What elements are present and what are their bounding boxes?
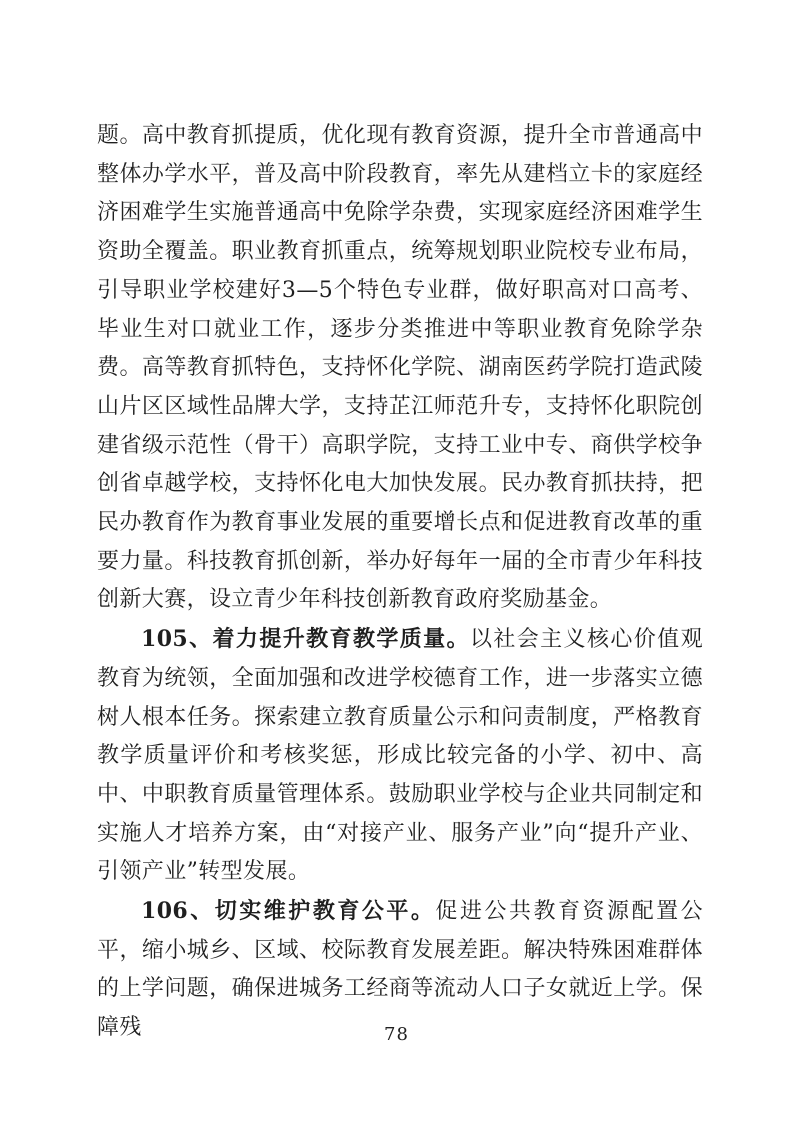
paragraph-text: 以社会主义核心价值观教育为统领，全面加强和改进学校德育工作，进一步落实立德树人根本任务。探索建立教育质量公示和问责制度，严格教育教学质量评价和考核奖惩，形成比较完备的小学、初中、高中、中职教育质量管理体系。鼓励职业学校与企业共同制定和实施人才培养方案，由“对接产业、服务产业”向“提升产业、引领产业”转型发展。 xyxy=(97,627,703,885)
paragraph-text: 促进公共教育资源配置公平，缩小城乡、区域、校际教育发展差距。解决特殊困难群体的上学问题，确保进城务工经商等流动人口子女就近上学。保障残 xyxy=(97,899,703,1041)
text-block xyxy=(97,117,703,1048)
clause-105-heading: 105、着力提升教育教学质量。 xyxy=(141,626,470,653)
page-number: 78 xyxy=(384,1024,409,1045)
paragraph-text: 题。高中教育抓提质，优化现有教育资源，提升全市普通高中整体办学水平，普及高中阶段教育，率先从建档立卡的家庭经济困难学生实施普通高中免除学杂费，实现家庭经济困难学生资助全覆盖。职业教育抓重点，统筹规划职业院校专业布局，引导职业学校建好3—5个特色专业群，做好职高对口高考、毕业生对口就业工作，逐步分类推进中等职业教育免除学杂费。高等教育抓特色，支持怀化学院、湖南医药学院打造武陵山片区区域性品牌大学，支持芷江师范升专，支持怀化职院创建省级示范性（骨干）高职学院，支持工业中专、商供学校争创省卓越学校，支持怀化电大加快发展。民办教育抓扶持，把民办教育作为教育事业发展的重要增长点和促进教育改革的重要力量。科技教育抓创新，举办好每年一届的全市青少年科技创新大赛，设立青少年科技创新教育政府奖励基金。 xyxy=(97,123,703,613)
paragraph-continuation xyxy=(97,117,703,620)
paragraph-clause-105 xyxy=(97,620,703,892)
clause-106-heading: 106、切实维护教育公平。 xyxy=(141,898,436,925)
